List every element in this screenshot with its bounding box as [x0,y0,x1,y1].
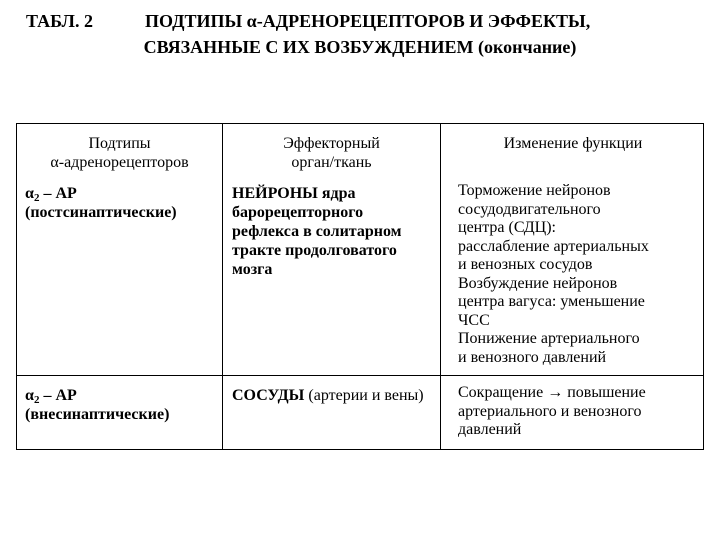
title-line-2: СВЯЗАННЫЕ С ИХ ВОЗБУЖДЕНИЕМ (окончание) [143,37,577,57]
effect-line: Торможение нейронов [458,182,611,199]
column-divider [222,124,223,449]
effect-line: ЧСС [458,311,490,329]
organ-name: НЕЙРОНЫ [232,185,318,202]
receptor-symbol: α [25,185,34,202]
header-text: α-адренорецепторов [50,154,189,171]
receptor-type: (постсинаптические) [25,204,177,221]
effect-line: Возбуждение нейронов [458,274,618,292]
effect-line: давлений [458,421,522,438]
effects-cell [458,182,703,367]
receptor-table [16,123,704,450]
receptor-subscript: 2 [33,394,40,406]
organ-cell [232,386,432,405]
header-receptor-subtypes [17,134,222,172]
effect-line: Сокращение → повышение [458,384,646,401]
header-text: Подтипы [88,135,151,152]
header-function-change [441,134,705,153]
effect-line: и венозного давлений [458,348,607,366]
effects-cell [458,384,703,440]
header-text: Изменение функции [503,135,643,152]
effect-line: расслабление артериальных [458,237,649,255]
receptor-name [25,184,220,203]
receptor-cell [25,386,220,424]
column-divider [440,124,441,449]
receptor-suffix: – АР [39,387,77,404]
receptor-name [25,386,220,405]
effect-line: артериального и венозного [458,402,642,420]
effect-line: центра вагуса: уменьшение [458,293,645,310]
receptor-suffix: – АР [39,185,77,202]
receptor-cell [25,184,220,222]
row-divider [17,375,703,376]
effect-line: сосудодвигательного [458,200,601,218]
organ-cell [232,184,432,279]
receptor-symbol: α [25,387,34,404]
header-text: орган/ткань [291,154,372,171]
header-effector-organ [223,134,440,172]
table-title [0,10,720,59]
receptor-type: (внесинаптические) [25,406,170,423]
effect-line: Понижение артериального [458,330,640,347]
receptor-subscript: 2 [33,192,40,204]
organ-name: СОСУДЫ [232,387,305,404]
effect-line: центра (СДЦ): [458,219,556,236]
effect-line: и венозных сосудов [458,256,593,273]
organ-detail: (артерии и вены) [304,387,424,404]
title-line-1: ПОДТИПЫ α-АДРЕНОРЕЦЕПТОРОВ И ЭФФЕКТЫ, [145,11,591,31]
header-text: Эффекторный [283,135,380,152]
table-number: ТАБЛ. 2 [26,11,93,31]
organ-detail: ядра барорецепторного рефлекса в солитарном тракте продолговатого мозга [232,185,402,278]
